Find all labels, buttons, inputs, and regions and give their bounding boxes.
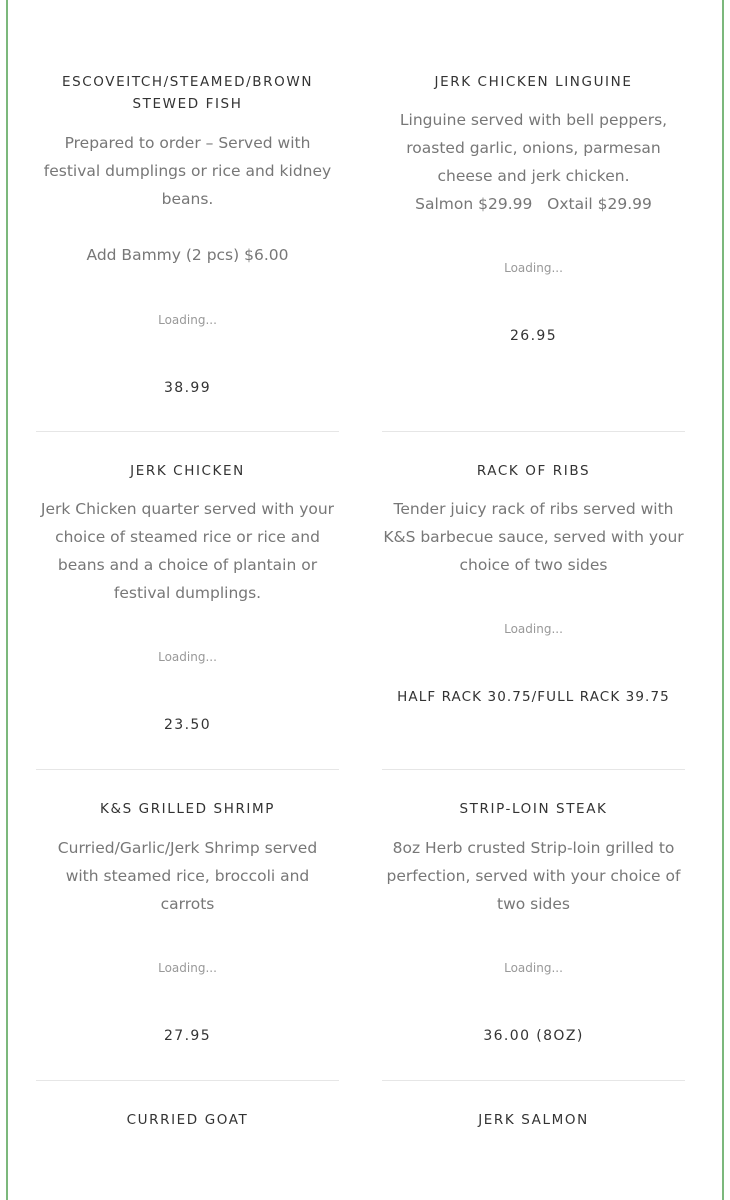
menu-item-title-line: ESCOVEITCH/STEAMED/BROWN	[61, 74, 314, 90]
menu-item-description	[36, 834, 339, 918]
menu-item-price: 36.00 (8OZ)	[483, 1028, 584, 1044]
menu-item-strip-loin-steak	[382, 798, 685, 1046]
menu-item-description	[382, 834, 685, 918]
menu-item-title	[36, 71, 339, 115]
description-line: perfection, served with your choice of	[386, 867, 681, 885]
description-line: 8oz Herb crusted Strip-loin grilled to	[392, 839, 675, 857]
menu-item-jerk-chicken-linguine	[382, 71, 685, 346]
menu-item-title: JERK CHICKEN LINGUINE	[434, 74, 633, 90]
description-line: Jerk Chicken quarter served with your	[40, 500, 335, 518]
loading-indicator: Loading...	[158, 313, 217, 327]
menu-item-jerk-chicken	[36, 460, 339, 735]
item-divider	[36, 1080, 339, 1081]
description-line: Curried/Garlic/Jerk Shrimp served	[57, 839, 318, 857]
description-line: Salmon $29.99 Oxtail $29.99	[415, 195, 652, 213]
menu-item-description	[382, 106, 685, 218]
description-line: choice of steamed rice or rice and	[55, 528, 320, 546]
description-line: festival dumplings.	[113, 584, 262, 602]
menu-item-title: CURRIED GOAT	[126, 1112, 249, 1128]
description-line: choice of two sides	[459, 556, 608, 574]
item-divider	[36, 769, 339, 770]
description-line: Add Bammy (2 pcs) $6.00	[86, 246, 289, 264]
menu-item-title: RACK OF RIBS	[476, 463, 591, 479]
description-line: K&S barbecue sauce, served with your	[383, 528, 684, 546]
loading-indicator: Loading...	[504, 261, 563, 275]
menu-item-price: 38.99	[163, 380, 212, 396]
description-line: Tender juicy rack of ribs served with	[393, 500, 674, 518]
description-line: beans and a choice of plantain or	[57, 556, 318, 574]
description-line: carrots	[160, 895, 215, 913]
description-line: roasted garlic, onions, parmesan	[406, 139, 661, 157]
menu-item-title-line: STEWED FISH	[132, 96, 243, 112]
menu-item-description	[382, 495, 685, 579]
menu-item-title: STRIP-LOIN STEAK	[459, 801, 608, 817]
menu-item-title: K&S GRILLED SHRIMP	[100, 801, 275, 817]
menu-item-rack-of-ribs	[382, 460, 685, 707]
loading-indicator: Loading...	[158, 650, 217, 664]
menu-item-escoveitch-fish	[36, 71, 339, 398]
description-line: with steamed rice, broccoli and	[65, 867, 310, 885]
menu-item-price: 27.95	[163, 1028, 212, 1044]
menu-item-price: 26.95	[509, 328, 558, 344]
description-line: festival dumplings or rice and kidney	[43, 162, 332, 180]
description-line: Linguine served with bell peppers,	[399, 111, 668, 129]
menu-item-price: 23.50	[163, 717, 212, 733]
item-divider	[382, 1080, 685, 1081]
loading-indicator: Loading...	[504, 961, 563, 975]
item-divider	[36, 431, 339, 432]
menu-item-description	[36, 129, 339, 269]
description-line: beans.	[161, 190, 214, 208]
description-line: two sides	[497, 895, 570, 913]
item-divider	[382, 431, 685, 432]
menu-item-title: JERK SALMON	[478, 1112, 589, 1128]
item-divider	[382, 769, 685, 770]
menu-item-grilled-shrimp	[36, 798, 339, 1046]
menu-item-title: JERK CHICKEN	[130, 463, 245, 479]
menu-item-description	[36, 495, 339, 607]
loading-indicator: Loading...	[158, 961, 217, 975]
description-line: cheese and jerk chicken.	[437, 167, 630, 185]
loading-indicator: Loading...	[504, 622, 563, 636]
menu-item-price: HALF RACK 30.75/FULL RACK 39.75	[397, 689, 670, 705]
description-line: Prepared to order – Served with	[64, 134, 311, 152]
description-spacer	[36, 213, 339, 241]
